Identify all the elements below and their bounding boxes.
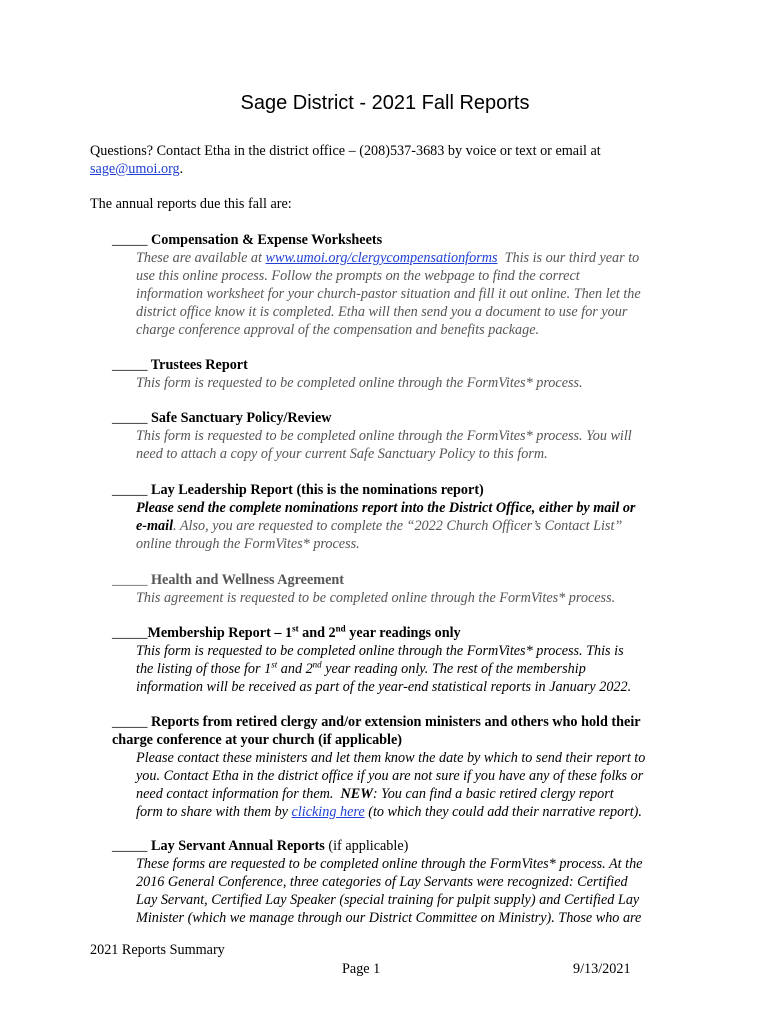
body-line: This form is requested to be completed online through the FormVites* process. This is xyxy=(136,643,624,659)
body-line: online through the FormVites* process. xyxy=(136,536,360,552)
body-text: need contact information for them. xyxy=(136,786,334,802)
section-retired-clergy xyxy=(112,713,682,821)
heading-text: Trustees Report xyxy=(150,357,248,373)
body-line: information worksheet for your church-pastor situation and fill it out online. Then let the xyxy=(136,286,641,302)
section-lay-servant xyxy=(112,837,682,927)
section-heading xyxy=(112,356,682,374)
body-text: . Also, you are requested to complete the “2022 Church Officer’s Contact List” xyxy=(173,518,623,534)
heading-text: and 2 xyxy=(298,625,336,641)
heading-text: Compensation & Expense Worksheets xyxy=(151,232,383,248)
footer-date: 9/13/2021 xyxy=(573,961,631,977)
heading-text: Health and Wellness Agreement xyxy=(151,572,344,588)
annual-intro: The annual reports due this fall are: xyxy=(90,196,292,212)
section-heading xyxy=(112,481,682,499)
body-text: the listing of those for 1 xyxy=(136,661,272,677)
section-heading xyxy=(112,624,682,642)
checkbox-blank: _____ xyxy=(112,232,148,248)
body-line: charge conference approval of the compensation and benefits package. xyxy=(136,322,540,338)
body-line: information will be received as part of the year-end statistical reports in January 2022. xyxy=(136,679,632,695)
section-body xyxy=(136,855,682,927)
heading-suffix: (if applicable) xyxy=(328,838,409,854)
body-line: These forms are requested to be completed online through the FormVites* process. At the xyxy=(136,856,643,872)
body-line: Please send the complete nominations report into the District Office, either by mail or xyxy=(136,500,636,516)
checkbox-blank: _____ xyxy=(112,357,148,373)
body-line: district office know it is completed. Etha will then send you a document to use for your xyxy=(136,304,628,320)
body-text: These are available at xyxy=(136,250,262,266)
section-heading xyxy=(112,409,682,427)
superscript: nd xyxy=(312,659,322,670)
body-line: need to attach a copy of your current Safe Sanctuary Policy to this form. xyxy=(136,446,548,462)
superscript: st xyxy=(271,659,278,670)
body-line: Minister (which we manage through our District Committee on Ministry). Those who are xyxy=(136,910,642,926)
compensation-forms-link[interactable]: www.umoi.org/clergycompensationforms xyxy=(265,250,498,266)
new-label: NEW xyxy=(340,786,373,802)
section-heading-line2: charge conference at your church (if applicable) xyxy=(112,732,403,748)
intro-line: Questions? Contact Etha in the district office – (208)537-3683 by voice or text or email at xyxy=(90,143,601,159)
section-membership xyxy=(112,624,682,696)
heading-text: Lay Leadership Report (this is the nominations report) xyxy=(151,482,484,498)
body-line xyxy=(136,803,682,821)
checkbox-blank: _____ xyxy=(112,625,148,641)
section-lay-leadership xyxy=(112,481,682,553)
section-body xyxy=(136,427,682,463)
section-heading xyxy=(112,713,682,731)
footer-summary: 2021 Reports Summary xyxy=(90,942,225,958)
section-heading xyxy=(112,571,682,589)
section-health xyxy=(112,571,682,607)
body-line: 2016 General Conference, three categories of Lay Servants were recognized: Certified xyxy=(136,874,628,890)
body-line xyxy=(136,517,682,535)
section-safe-sanctuary xyxy=(112,409,682,463)
checkbox-blank: _____ xyxy=(112,714,148,730)
intro-paragraph xyxy=(90,142,690,178)
section-body xyxy=(136,499,682,553)
body-text: form to share with them by xyxy=(136,804,288,820)
section-heading xyxy=(112,231,682,249)
section-trustees xyxy=(112,356,682,392)
body-text: : You can find a basic retired clergy report xyxy=(372,786,614,802)
section-compensation xyxy=(112,231,682,339)
heading-text: year readings only xyxy=(345,625,461,641)
section-body xyxy=(136,642,682,696)
superscript: st xyxy=(292,623,299,634)
body-line: Please contact these ministers and let them know the date by which to send their report to xyxy=(136,750,646,766)
page-title: Sage District - 2021 Fall Reports xyxy=(240,92,530,114)
email-link[interactable]: sage@umoi.org xyxy=(90,161,180,177)
clicking-here-link[interactable]: clicking here xyxy=(291,804,365,820)
body-line: use this online process. Follow the prompts on the webpage to find the correct xyxy=(136,268,580,284)
body-line: you. Contact Etha in the district office if you are not sure if you have any of these folks or xyxy=(136,768,644,784)
checkbox-blank: _____ xyxy=(112,410,148,426)
heading-text: Safe Sanctuary Policy/Review xyxy=(151,410,332,426)
body-text: (to which they could add their narrative report). xyxy=(368,804,642,820)
body-text: and 2 xyxy=(277,661,313,677)
section-body xyxy=(136,749,682,821)
body-text: e-mail xyxy=(136,518,174,534)
checkbox-blank: _____ xyxy=(112,572,148,588)
superscript: nd xyxy=(335,623,346,634)
heading-text: Reports from retired clergy and/or extension ministers and others who hold their xyxy=(151,714,641,730)
section-body xyxy=(136,249,682,339)
body-line: Lay Servant, Certified Lay Speaker (special training for pulpit supply) and Certified Lay xyxy=(136,892,640,908)
body-line xyxy=(136,660,682,678)
checkbox-blank: _____ xyxy=(112,838,148,854)
heading-text: Lay Servant Annual Reports xyxy=(151,838,325,854)
body-line: This form is requested to be completed online through the FormVites* process. xyxy=(136,375,583,391)
body-line: This form is requested to be completed online through the FormVites* process. You will xyxy=(136,428,632,444)
section-heading xyxy=(112,837,682,855)
body-text: year reading only. The rest of the membership xyxy=(321,661,586,677)
body-line xyxy=(136,785,682,803)
heading-text: Membership Report – 1 xyxy=(147,625,293,641)
intro-email-line xyxy=(90,160,690,178)
footer-page-number: Page 1 xyxy=(342,961,381,977)
body-text: This is our third year to xyxy=(504,250,640,266)
body-line xyxy=(136,249,682,267)
checkbox-blank: _____ xyxy=(112,482,148,498)
body-line: This agreement is requested to be completed online through the FormVites* process. xyxy=(136,590,616,606)
email-after: . xyxy=(179,161,184,177)
